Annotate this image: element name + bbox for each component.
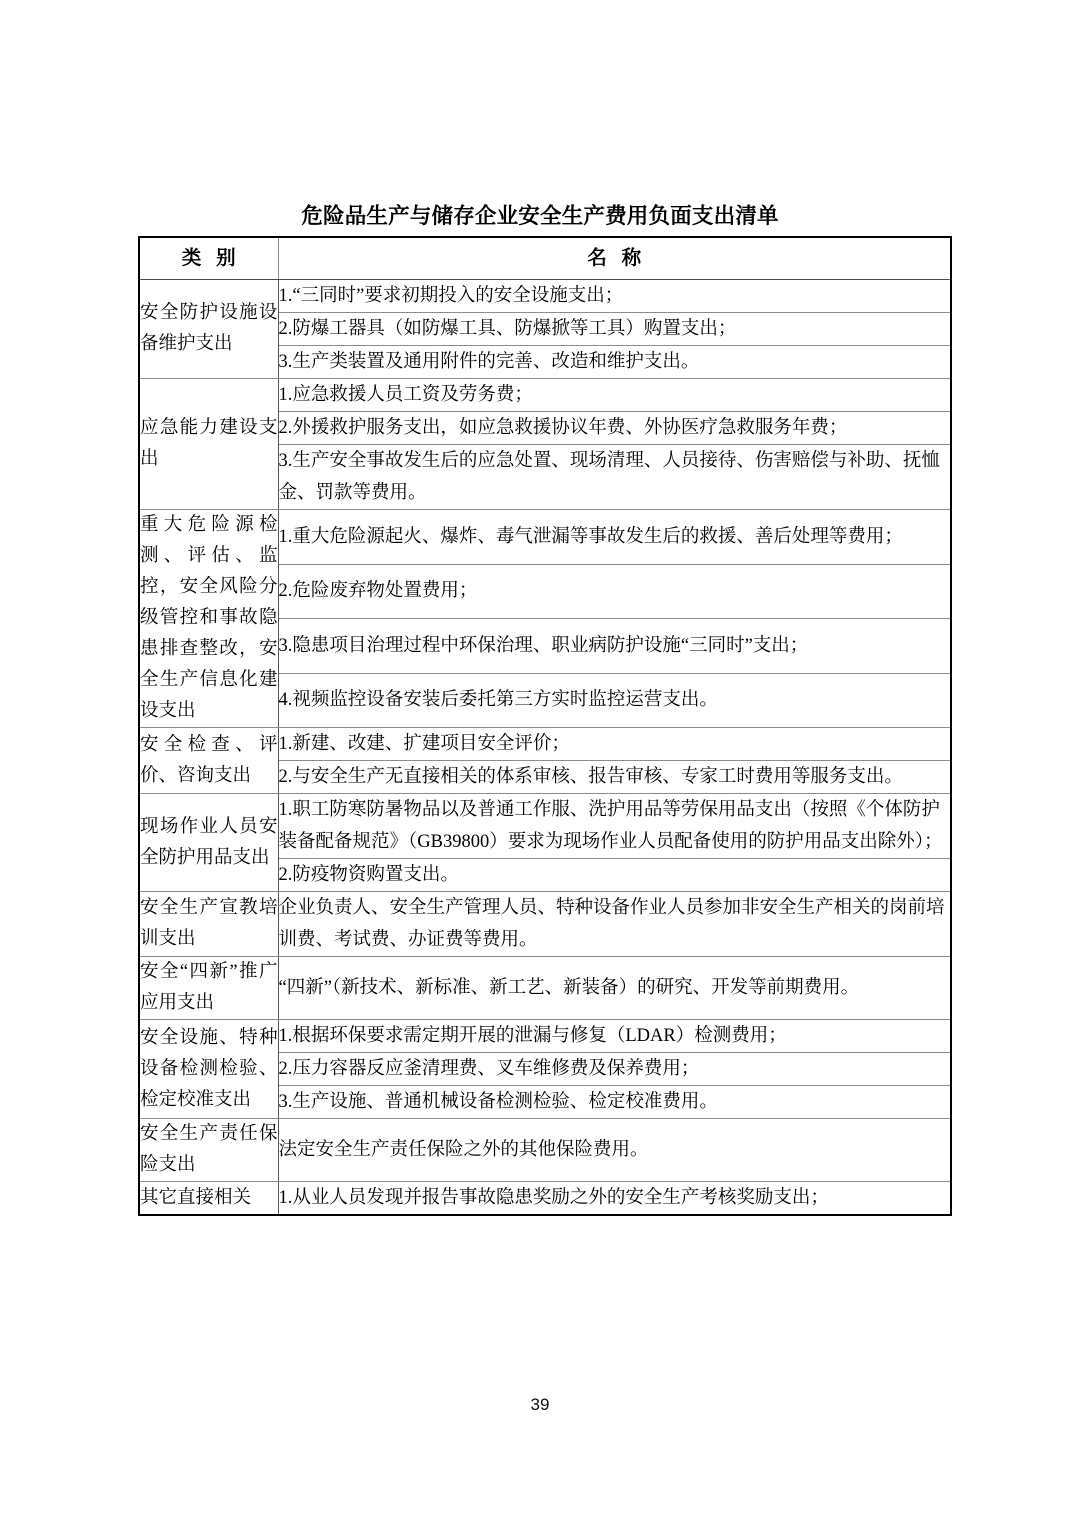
page-title: 危险品生产与储存企业安全生产费用负面支出清单 <box>301 204 779 228</box>
item-cell: “四新”（新技术、新标准、新工艺、新装备）的研究、开发等前期费用。 <box>278 957 951 1020</box>
item-cell: 1.“三同时”要求初期投入的安全设施支出； <box>278 280 951 313</box>
table-row <box>139 510 951 565</box>
table-header <box>139 237 951 280</box>
item-cell: 1.从业人员发现并报告事故隐患奖励之外的安全生产考核奖励支出； <box>278 1182 951 1216</box>
table-row <box>139 794 951 859</box>
item-cell: 3.生产设施、普通机械设备检测检验、检定校准费用。 <box>278 1086 951 1119</box>
item-cell: 1.重大危险源起火、爆炸、毒气泄漏等事故发生后的救援、善后处理等费用； <box>278 510 951 565</box>
item-cell: 3.生产类装置及通用附件的完善、改造和维护支出。 <box>278 346 951 379</box>
page-number: 39 <box>530 1395 550 1414</box>
category-cell: 安全“四新”推广应用支出 <box>139 957 278 1020</box>
category-cell: 现场作业人员安全防护用品支出 <box>139 794 278 892</box>
item-cell: 3.隐患项目治理过程中环保治理、职业病防护设施“三同时”支出； <box>278 619 951 674</box>
category-cell: 安全生产宣教培训支出 <box>139 892 278 957</box>
category-cell: 安全设施、特种设备检测检验、检定校准支出 <box>139 1020 278 1119</box>
item-cell: 3.生产安全事故发生后的应急处置、现场清理、人员接待、伤害赔偿与补助、抚恤金、罚款等费用。 <box>278 445 951 510</box>
table-row <box>139 892 951 957</box>
item-cell: 2.防疫物资购置支出。 <box>278 859 951 892</box>
table-row <box>139 1119 951 1182</box>
category-cell: 安全检查、评价、咨询支出 <box>139 728 278 794</box>
table-body <box>139 280 951 1216</box>
item-cell: 2.外援救护服务支出，如应急救援协议年费、外协医疗急救服务年费； <box>278 412 951 445</box>
column-header-category: 类 别 <box>139 237 278 280</box>
table-row <box>139 280 951 313</box>
item-cell: 2.与安全生产无直接相关的体系审核、报告审核、专家工时费用等服务支出。 <box>278 761 951 794</box>
category-cell: 应急能力建设支出 <box>139 379 278 510</box>
item-cell: 企业负责人、安全生产管理人员、特种设备作业人员参加非安全生产相关的岗前培训费、考试费、办证费等费用。 <box>278 892 951 957</box>
category-cell: 重大危险源检测、评估、监控，安全风险分级管控和事故隐患排查整改，安全生产信息化建设支出 <box>139 510 278 728</box>
item-cell: 法定安全生产责任保险之外的其他保险费用。 <box>278 1119 951 1182</box>
negative-expense-list-table <box>138 236 952 1216</box>
category-cell: 安全生产责任保险支出 <box>139 1119 278 1182</box>
item-cell: 1.职工防寒防暑物品以及普通工作服、洗护用品等劳保用品支出（按照《个体防护装备配备规范》（GB39800）要求为现场作业人员配备使用的防护用品支出除外）； <box>278 794 951 859</box>
category-cell: 安全防护设施设备维护支出 <box>139 280 278 379</box>
item-cell: 1.新建、改建、扩建项目安全评价； <box>278 728 951 761</box>
item-cell: 4.视频监控设备安装后委托第三方实时监控运营支出。 <box>278 673 951 728</box>
negative-list-table-container <box>138 236 950 1216</box>
table-row <box>139 1020 951 1053</box>
table-row <box>139 957 951 1020</box>
column-header-name: 名 称 <box>278 237 951 280</box>
table-row <box>139 1182 951 1216</box>
category-cell: 其它直接相关 <box>139 1182 278 1216</box>
item-cell: 2.危险废弃物处置费用； <box>278 564 951 619</box>
table-row <box>139 728 951 761</box>
table-row <box>139 379 951 412</box>
item-cell: 1.根据环保要求需定期开展的泄漏与修复（LDAR）检测费用； <box>278 1020 951 1053</box>
item-cell: 2.压力容器反应釜清理费、叉车维修费及保养费用； <box>278 1053 951 1086</box>
item-cell: 1.应急救援人员工资及劳务费； <box>278 379 951 412</box>
item-cell: 2.防爆工器具（如防爆工具、防爆掀等工具）购置支出； <box>278 313 951 346</box>
table-header-row <box>139 237 951 280</box>
